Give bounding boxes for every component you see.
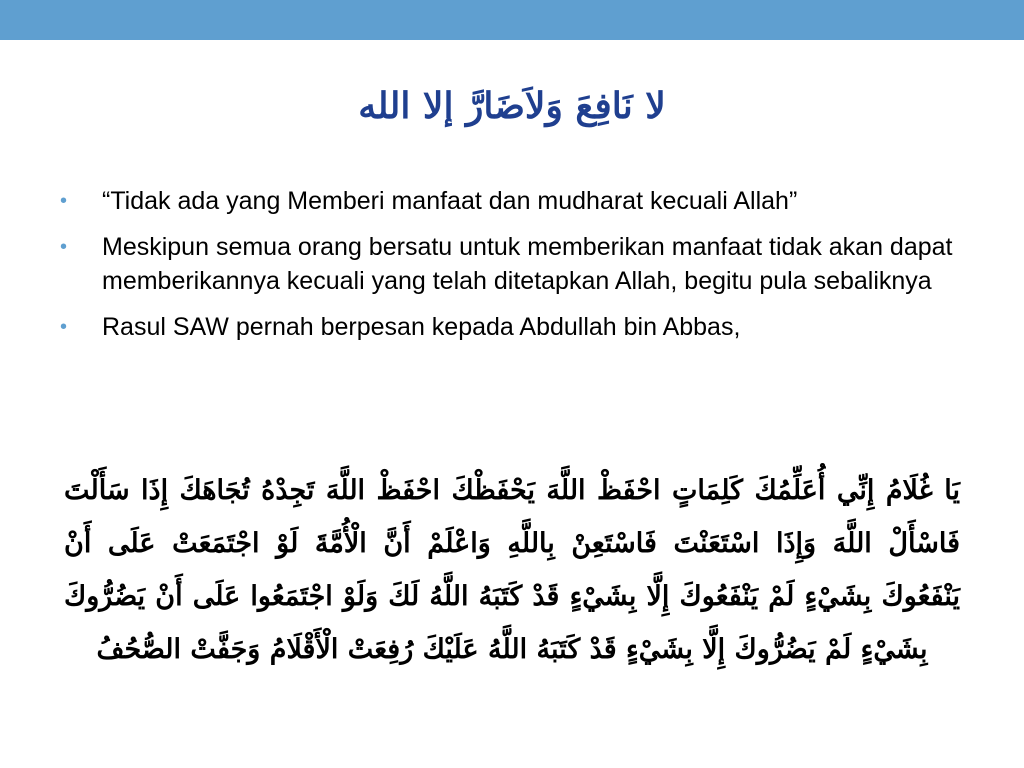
bullet-dot-icon: •	[60, 316, 68, 338]
hadith-arabic-text: يَا غُلَامُ إِنِّي أُعَلِّمُكَ كَلِمَاتٍ احْفَظْ اللَّهَ يَحْفَظْكَ احْفَظْ اللَّهَ تَجِدْهُ تُجَاهَكَ إِذَا سَأَلْتَ فَاسْأَلْ اللَّهَ وَإِذَا اسْتَعَنْتَ فَاسْتَعِنْ بِاللَّهِ وَاعْلَمْ أَنَّ الْأُمَّةَ لَوْ اجْتَمَعَتْ عَلَى أَنْ يَنْفَعُوكَ بِشَيْءٍ لَمْ يَنْفَعُوكَ إِلَّا بِشَيْءٍ قَدْ كَتَبَهُ اللَّهُ لَكَ وَلَوْ اجْتَمَعُوا عَلَى أَنْ يَضُرُّوكَ بِشَيْءٍ لَمْ يَضُرُّوكَ إِلَّا بِشَيْءٍ قَدْ كَتَبَهُ اللَّهُ عَلَيْكَ رُفِعَتْ الْأَقْلَامُ وَجَفَّتْ الصُّحُفُ	[64, 475, 960, 665]
bullet-text: Meskipun semua orang bersatu untuk memberikan manfaat tidak akan dapat memberikannya kecuali yang telah ditetapkan Allah, begitu pula sebaliknya	[102, 233, 953, 295]
top-accent-bar	[0, 0, 1024, 40]
bullet-item	[58, 310, 958, 344]
bullet-text: “Tidak ada yang Memberi manfaat dan mudharat kecuali Allah”	[102, 187, 798, 215]
bullet-dot-icon: •	[60, 236, 68, 258]
bullet-dot-icon: •	[60, 190, 68, 212]
bullet-list	[58, 184, 958, 356]
slide-title-arabic: لا نَافِعَ وَلاَضَارَّ إلا الله	[358, 85, 666, 127]
bullet-item	[58, 230, 958, 298]
bullet-item	[58, 184, 958, 218]
bullet-text: Rasul SAW pernah berpesan kepada Abdullah bin Abbas,	[102, 313, 741, 341]
